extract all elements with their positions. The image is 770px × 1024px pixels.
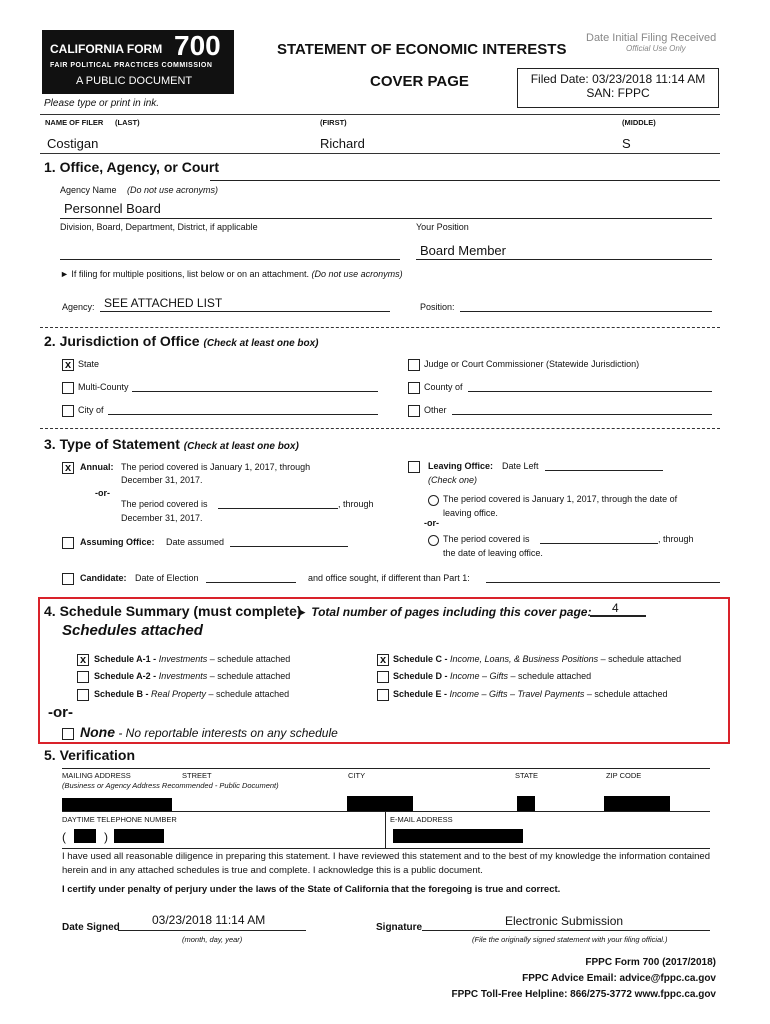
annual-text2: December 31, 2017. xyxy=(121,475,203,485)
filed-date-box xyxy=(517,68,719,108)
assuming-label: Assuming Office: xyxy=(80,537,155,547)
agency-name-label: Agency Name xyxy=(60,185,117,195)
total-pages-label: ► Total number of pages including this cover page: xyxy=(296,605,592,619)
leaving-label: Leaving Office: xyxy=(428,461,494,471)
city-of-label: City of xyxy=(78,405,104,415)
assuming-checkbox[interactable] xyxy=(62,537,74,549)
none-label xyxy=(80,724,338,740)
annual-text3: The period covered is xyxy=(121,499,208,509)
page-title: STATEMENT OF ECONOMIC INTERESTS xyxy=(277,41,567,58)
multi-county-checkbox[interactable] xyxy=(62,382,74,394)
redacted-email xyxy=(393,829,523,843)
schedule-b-label xyxy=(94,689,289,699)
date-left-label: Date Left xyxy=(502,461,539,471)
filer-first-name[interactable]: Richard xyxy=(320,136,365,151)
date-assumed-line xyxy=(230,546,348,547)
schedule-a1-name: Schedule A-1 - xyxy=(94,654,159,664)
email-label: E-MAIL ADDRESS xyxy=(390,815,453,824)
section3-title-text: 3. Type of Statement xyxy=(44,436,180,452)
schedule-c-checkbox[interactable]: x xyxy=(377,654,389,666)
schedule-e-name: Schedule E - xyxy=(393,689,450,699)
zip-label: ZIP CODE xyxy=(606,771,642,780)
date-election-label: Date of Election xyxy=(135,573,199,583)
schedule-a2-desc: Investments xyxy=(158,671,208,681)
schedule-a1-label xyxy=(94,654,290,664)
other-label: Other xyxy=(424,405,447,415)
agency-line xyxy=(100,311,390,312)
footer-advice-email: FPPC Advice Email: advice@fppc.ca.gov xyxy=(522,973,716,984)
check-one-note: (Check one) xyxy=(428,475,478,485)
none-desc: - No reportable interests on any schedule xyxy=(115,726,338,740)
divider xyxy=(210,180,720,181)
agency-name-value[interactable]: Personnel Board xyxy=(64,201,161,216)
diligence-text: I have used all reasonable diligence in preparing this statement. I have reviewed this statement and to the best of my knowledge the information contained xyxy=(62,851,710,862)
multi-county-label: Multi-County xyxy=(78,382,129,392)
schedule-b-name: Schedule B - xyxy=(94,689,152,699)
annual-label: Annual: xyxy=(80,462,114,472)
form-label: CALIFORNIA FORM xyxy=(50,42,163,56)
schedule-d-label xyxy=(393,671,591,681)
form-number: 700 xyxy=(174,30,221,61)
leaving-option1-radio[interactable] xyxy=(428,495,439,506)
schedule-c-suffix: – schedule attached xyxy=(598,654,682,664)
leaving-option2a: The period covered is xyxy=(443,534,530,544)
schedule-a1-checkbox[interactable]: x xyxy=(77,654,89,666)
section2-title xyxy=(44,333,319,349)
divider xyxy=(40,327,720,328)
annual-text1: The period covered is January 1, 2017, through xyxy=(121,462,311,472)
schedule-b-checkbox[interactable] xyxy=(77,689,89,701)
state-address-label: STATE xyxy=(515,771,539,780)
phone-label: DAYTIME TELEPHONE NUMBER xyxy=(62,815,177,824)
county-line xyxy=(468,391,712,392)
section2-note: (Check at least one box) xyxy=(203,338,319,349)
other-checkbox[interactable] xyxy=(408,405,420,417)
diligence-text-2: herein and in any attached schedules is true and complete. I acknowledge this is a public document. xyxy=(62,865,483,876)
schedule-d-name: Schedule D - xyxy=(393,671,451,681)
certify-text: I certify under penalty of perjury under the laws of the State of California that the foregoing is true and correct. xyxy=(62,884,561,895)
form-header-box xyxy=(42,30,234,94)
schedule-c-name: Schedule C - xyxy=(393,654,451,664)
signature-note: (File the originally signed statement with your filing official.) xyxy=(472,935,668,944)
divider xyxy=(40,428,720,429)
phone-paren-open: ( xyxy=(62,830,66,844)
total-pages-line xyxy=(590,615,646,617)
divider xyxy=(40,153,720,154)
city-label: CITY xyxy=(348,771,366,780)
schedules-attached-heading: Schedules attached xyxy=(62,622,203,639)
schedule-b-suffix: – schedule attached xyxy=(206,689,290,699)
please-type-note: Please type or print in ink. xyxy=(44,98,160,109)
or-label-schedule: -or- xyxy=(48,704,73,721)
divider xyxy=(40,114,720,115)
official-use-label: Official Use Only xyxy=(626,44,686,53)
leaving-option2-radio[interactable] xyxy=(428,535,439,546)
schedule-c-label xyxy=(393,654,681,664)
leaving-option2c: the date of leaving office. xyxy=(443,548,543,558)
filer-middle-name[interactable]: S xyxy=(622,136,631,151)
name-of-filer-label: NAME OF FILER xyxy=(45,118,104,127)
schedule-d-suffix: – schedule attached xyxy=(508,671,592,681)
position2-line xyxy=(460,311,712,312)
redacted-state xyxy=(517,796,535,811)
schedule-d-checkbox[interactable] xyxy=(377,671,389,683)
your-position-label: Your Position xyxy=(416,222,469,232)
date-assumed-label: Date assumed xyxy=(166,537,225,547)
position2-label: Position: xyxy=(420,302,455,312)
signature-line xyxy=(422,930,710,931)
date-format-note: (month, day, year) xyxy=(182,935,243,944)
date-initial-label: Date Initial Filing Received xyxy=(586,32,717,44)
leaving-option1b: leaving office. xyxy=(443,508,498,518)
date-signed-value[interactable]: 03/23/2018 11:14 AM xyxy=(152,913,266,927)
section5-title: 5. Verification xyxy=(44,747,136,763)
leaving-option2b: , through xyxy=(658,534,694,544)
county-of-label: County of xyxy=(424,382,463,392)
date-signed-label: Date Signed xyxy=(62,922,120,933)
schedule-e-label xyxy=(393,689,667,699)
none-name: None xyxy=(80,724,115,740)
period-date-line xyxy=(218,508,338,509)
division-label: Division, Board, Department, District, if applicable xyxy=(60,222,258,232)
section1-title: 1. Office, Agency, or Court xyxy=(44,159,220,175)
or-label-1: -or- xyxy=(95,488,110,498)
divider xyxy=(62,768,710,769)
schedule-a2-checkbox[interactable] xyxy=(77,671,89,683)
section2-title-text: 2. Jurisdiction of Office xyxy=(44,333,200,349)
middle-label: (MIDDLE) xyxy=(622,118,656,127)
leaving-period-line xyxy=(540,543,658,544)
mailing-address-label: MAILING ADDRESS xyxy=(62,771,131,780)
agency-label: Agency: xyxy=(62,302,95,312)
other-line xyxy=(452,414,712,415)
judge-label: Judge or Court Commissioner (Statewide Jurisdiction) xyxy=(424,359,640,369)
date-left-line xyxy=(545,470,663,471)
annual-checkbox[interactable]: x xyxy=(62,462,74,474)
schedule-a1-desc: Investments xyxy=(158,654,208,664)
judge-checkbox[interactable] xyxy=(408,359,420,371)
or-label-2: -or- xyxy=(424,518,439,528)
date-election-line xyxy=(206,582,296,583)
county-checkbox[interactable] xyxy=(408,382,420,394)
redacted-city xyxy=(347,796,413,811)
city-line xyxy=(108,414,378,415)
schedule-e-suffix: – schedule attached xyxy=(584,689,668,699)
schedule-a1-suffix: – schedule attached xyxy=(207,654,291,664)
schedule-a2-label xyxy=(94,671,290,681)
email-divider xyxy=(385,811,386,849)
signature-label: Signature xyxy=(376,922,423,933)
footer-form-id: FPPC Form 700 (2017/2018) xyxy=(585,957,716,968)
annual-text4: December 31, 2017. xyxy=(121,513,203,523)
schedule-a2-suffix: – schedule attached xyxy=(207,671,291,681)
agency-name-note: (Do not use acronyms) xyxy=(127,185,219,195)
candidate-label: Candidate: xyxy=(80,573,127,583)
multiple-positions-note xyxy=(60,269,403,279)
none-checkbox[interactable] xyxy=(62,728,74,740)
last-label: (LAST) xyxy=(115,118,140,127)
schedule-c-desc: Income, Loans, & Business Positions xyxy=(450,654,599,664)
redacted-zip xyxy=(604,796,670,811)
total-pages-value[interactable]: 4 xyxy=(612,601,619,615)
redacted-street xyxy=(62,798,172,811)
schedule-e-checkbox[interactable] xyxy=(377,689,389,701)
address-line xyxy=(62,811,710,812)
phone-paren-close: ) xyxy=(104,830,108,844)
section3-title xyxy=(44,436,299,452)
multiple-positions-acronym-note: (Do not use acronyms) xyxy=(311,269,403,279)
leaving-checkbox[interactable] xyxy=(408,461,420,473)
date-signed-line xyxy=(118,930,306,931)
redacted-phone xyxy=(114,829,164,843)
street-label: STREET xyxy=(182,771,212,780)
redacted-area-code xyxy=(74,829,96,843)
state-label: State xyxy=(78,359,100,369)
multiple-positions-text: ► If filing for multiple positions, list below or on an attachment. xyxy=(60,269,310,279)
san-value: SAN: FPPC xyxy=(586,86,650,100)
phone-line xyxy=(62,848,710,849)
schedule-e-desc: Income – Gifts – Travel Payments xyxy=(449,689,585,699)
candidate-checkbox[interactable] xyxy=(62,573,74,585)
footer-helpline: FPPC Toll-Free Helpline: 866/275-3772 www.fppc.ca.gov xyxy=(451,989,716,1000)
leaving-option1a: The period covered is January 1, 2017, through the date of xyxy=(443,494,678,504)
business-address-note: (Business or Agency Address Recommended - Public Document) xyxy=(62,781,279,790)
city-checkbox[interactable] xyxy=(62,405,74,417)
position-value[interactable]: Board Member xyxy=(420,243,506,258)
section3-note: (Check at least one box) xyxy=(183,441,299,452)
public-doc-label: A PUBLIC DOCUMENT xyxy=(76,75,193,87)
multi-county-line xyxy=(132,391,378,392)
schedule-d-desc: Income – Gifts xyxy=(450,671,509,681)
first-label: (FIRST) xyxy=(320,118,347,127)
footer xyxy=(451,955,716,1003)
agency-value[interactable]: SEE ATTACHED LIST xyxy=(104,296,223,310)
signature-value[interactable]: Electronic Submission xyxy=(505,914,624,928)
state-checkbox[interactable]: x xyxy=(62,359,74,371)
schedule-a2-name: Schedule A-2 - xyxy=(94,671,159,681)
filer-last-name[interactable]: Costigan xyxy=(47,136,99,151)
position-line xyxy=(416,259,712,260)
agency-name-line xyxy=(60,218,712,219)
commission-label: FAIR POLITICAL PRACTICES COMMISSION xyxy=(50,62,213,69)
division-line xyxy=(60,259,400,260)
filed-date: Filed Date: 03/23/2018 11:14 AM xyxy=(530,72,706,86)
office-sought-line xyxy=(486,582,720,583)
section4-title: 4. Schedule Summary (must complete) xyxy=(44,603,302,619)
annual-through: , through xyxy=(338,499,374,509)
schedule-b-desc: Real Property xyxy=(151,689,207,699)
office-sought-label: and office sought, if different than Part 1: xyxy=(308,573,470,583)
page-subtitle: COVER PAGE xyxy=(370,73,469,90)
